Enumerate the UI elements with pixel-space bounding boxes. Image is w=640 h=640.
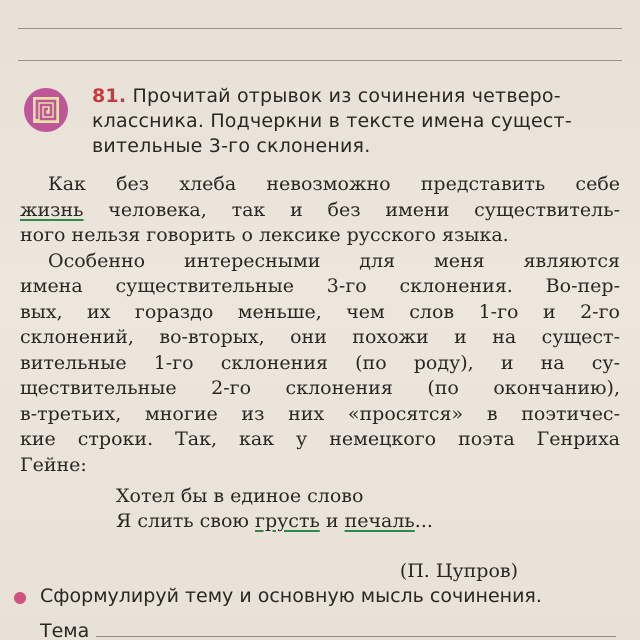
- text-line: имена существительные 3-го склонения. Во-пер-: [20, 275, 620, 297]
- text-line: в-третьих, многие из них «просятся» в поэтичес-: [20, 402, 620, 425]
- header-rule-2: [18, 60, 622, 61]
- header-rule-1: [18, 28, 622, 29]
- text-fragment: Я слить свою: [116, 510, 256, 532]
- underlined-noun: грусть: [255, 510, 320, 532]
- underlined-noun: печаль: [344, 510, 415, 532]
- text-fragment: человека, так и без имени существитель-: [83, 198, 620, 221]
- essay-text: [20, 172, 620, 478]
- text-line: склонений, во-вторых, они похожи и на сущест-: [20, 326, 620, 348]
- text-line: кие строки. Так, как у немецкого поэта Генриха: [20, 428, 620, 450]
- poem-line-2: [116, 509, 433, 534]
- poem-line-1: Хотел бы в единое слово: [116, 485, 364, 507]
- text-fragment: и: [319, 510, 345, 532]
- task-2-instruction: Сформулируй тему и основную мысль сочинения.: [40, 585, 542, 607]
- text-line: ного нельзя говорить о лексике русского языка.: [20, 224, 509, 246]
- text-line: ществительные 2-го склонения (по окончанию),: [20, 377, 620, 399]
- instruction-line-1: Прочитай отрывок из сочинения четверо-: [132, 85, 561, 107]
- text-fragment: ...: [414, 510, 433, 532]
- text-line: вительные 1-го склонения (по роду), и на су-: [20, 351, 620, 374]
- text-line: Гейне:: [20, 453, 87, 476]
- text-line: вых, их гораздо меньше, чем слов 1-го и 2-го: [20, 300, 620, 323]
- text-line: [20, 198, 620, 224]
- exercise-number: 81.: [92, 85, 127, 107]
- spiral-square-icon: [24, 88, 68, 132]
- instruction-line-2: классника. Подчеркни в тексте имена сущест-: [92, 110, 572, 132]
- instruction-line-3: вительные 3-го склонения.: [92, 135, 371, 157]
- text-line: Как без хлеба невозможно представить себе: [48, 173, 620, 195]
- answer-line[interactable]: [96, 636, 616, 637]
- poem-quote: [116, 484, 433, 534]
- underlined-noun: жизнь: [20, 198, 84, 221]
- poem-author: (П. Цупров): [399, 560, 518, 582]
- text-line: Особенно интересными для меня являются: [48, 249, 620, 272]
- theme-label: Тема: [40, 620, 90, 640]
- exercise-instruction: [92, 84, 622, 159]
- bullet-dot-icon: [14, 592, 26, 604]
